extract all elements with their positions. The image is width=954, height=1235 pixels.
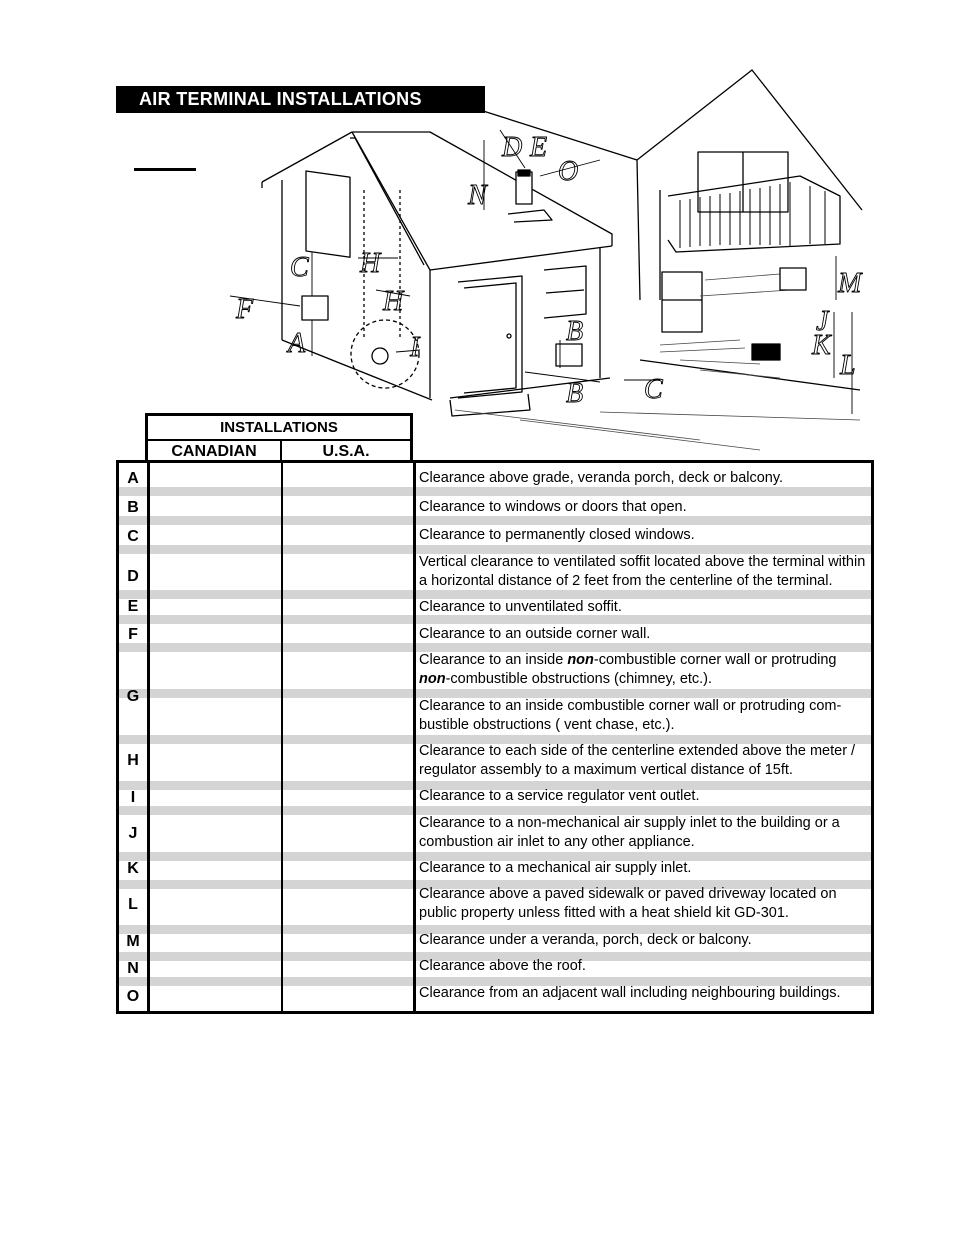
label-k: K [812,330,831,361]
desc-text: -combustible obstructions (chimney, etc.). [445,671,713,687]
row-letter-b: B [127,499,139,516]
label-i: I [410,332,420,363]
row-letter-i: I [130,789,136,806]
label-f: F [236,294,254,325]
row-desc-e: Clearance to unventilated soffit. [419,599,622,615]
row-letter-e: E [127,598,139,615]
label-o: O [558,156,579,187]
row-letter-g: G [126,688,140,705]
label-c1: C [290,252,309,283]
row-desc-j: Clearance to a non-mechanical air supply inlet to the building or a combustion air inlet to any other appliance. [419,815,840,850]
label-b2: B [566,378,584,409]
row-letter-l: L [128,896,138,913]
row-letter-o: O [126,988,140,1005]
row-desc-c: Clearance to permanently closed windows. [419,527,695,543]
row-desc-h: Clearance to each side of the centerline extended above the meter / regulator assembly to a maximum vertical distance of 15ft. [419,743,856,778]
canadian-column-header: CANADIAN [148,441,282,462]
row-letter-f: F [128,626,138,643]
row-desc-b: Clearance to windows or doors that open. [419,499,687,515]
installations-header [145,413,413,462]
row-desc-i: Clearance to a service regulator vent outlet. [419,788,700,804]
label-j: J [816,306,829,337]
dimension-lines [230,130,852,414]
row-letter-h: H [127,752,139,769]
row-letter-c: C [127,528,139,545]
label-b1: B [566,316,584,347]
house-clearance-diagram [190,60,880,460]
row-desc-g1 [419,651,871,689]
row-desc-n: Clearance above the roof. [419,958,586,974]
usa-column-header: U.S.A. [322,443,370,460]
label-l: L [840,350,856,381]
label-c2: C [644,374,663,405]
front-wall-shape [450,248,610,416]
label-d: D [502,132,523,163]
row-letter-j: J [128,825,138,842]
row-letter-m: M [126,933,140,950]
column-divider [413,463,416,1011]
row-desc-o: Clearance from an adjacent wall including neighbouring buildings. [419,985,841,1001]
desc-text: Clearance to an inside [419,652,568,668]
label-h2: H [383,286,404,317]
column-divider [281,463,283,1011]
column-divider [147,463,150,1011]
label-a: A [288,328,306,359]
row-desc-f: Clearance to an outside corner wall. [419,626,651,642]
desc-emphasis: non [567,652,594,668]
clearance-table [116,460,874,1014]
title-rule [134,168,196,171]
row-desc-d: Vertical clearance to ventilated soffit located above the terminal within a horizontal distance of 2 feet from the centerline of the terminal. [419,554,866,589]
row-desc-k: Clearance to a mechanical air supply inlet. [419,860,692,876]
desc-emphasis: non [419,671,446,687]
row-letter-a: A [127,470,139,487]
row-letter-k: K [127,860,139,877]
row-separator [119,487,871,496]
row-desc-g2: Clearance to an inside combustible corner wall or protruding com-bustible obstructions ( vent chase, etc.). [419,698,842,733]
installations-group-header: INSTALLATIONS [148,416,410,441]
label-n: N [468,180,487,211]
section-title: AIR TERMINAL INSTALLATIONS [116,86,485,113]
desc-text: -combustible corner wall or protruding [593,652,837,668]
row-letter-d: D [127,568,139,585]
row-letter-n: N [127,960,139,977]
label-m: M [838,268,862,299]
row-desc-m: Clearance under a veranda, porch, deck or balcony. [419,932,752,948]
label-h1: H [360,248,381,279]
left-wall-shape [282,171,432,400]
label-e: E [530,132,548,163]
row-separator [119,516,871,525]
row-desc-a: Clearance above grade, veranda porch, deck or balcony. [419,470,784,486]
row-desc-l: Clearance above a paved sidewalk or paved driveway located on public property unless fitted with a heat shield kit GD-301. [419,886,837,921]
